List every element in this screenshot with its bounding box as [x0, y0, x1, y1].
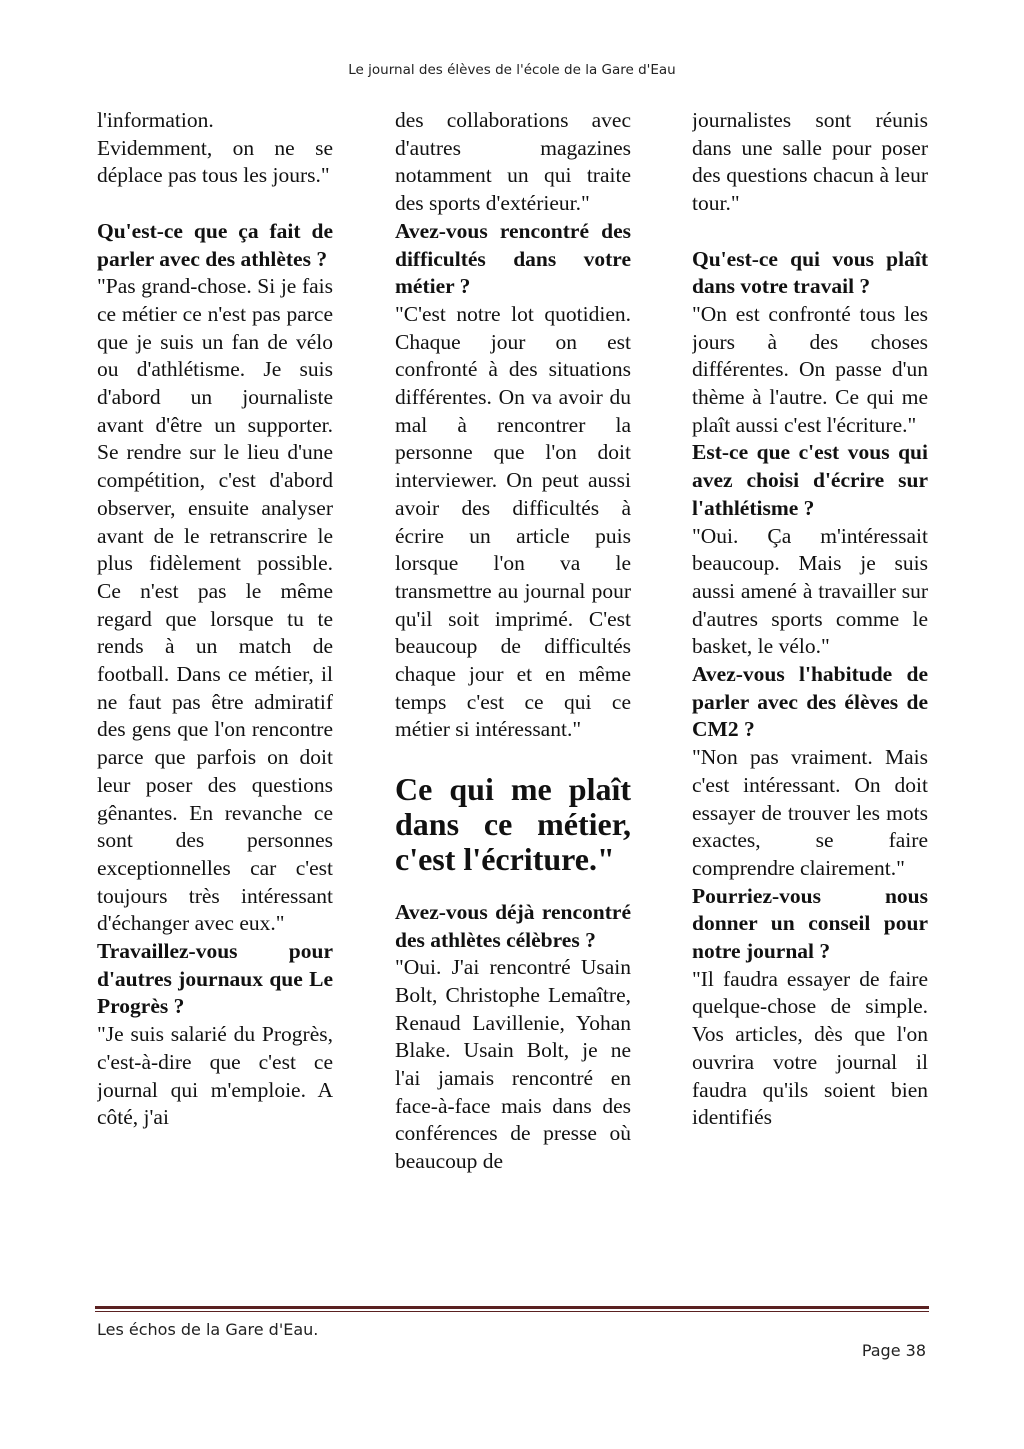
- question: Qu'est-ce que ça fait de parler avec des athlètes ?: [97, 218, 333, 271]
- answer: "Il faudra essayer de faire quelque-chose de simple. Vos articles, dès que l'on ouvrira votre journal il faudra qu'ils soient bien identifiés: [692, 966, 928, 1130]
- question: Avez-vous l'habitude de parler avec des élèves de CM2 ?: [692, 662, 928, 742]
- footer-publication-name: Les échos de la Gare d'Eau.: [97, 1320, 319, 1339]
- paragraph: l'information. Evidemment, on ne se déplace pas tous les jours.": [97, 108, 333, 188]
- answer: "C'est notre lot quotidien. Chaque jour on est confronté à des situations différentes. On va avoir du mal à rencontrer la personne que l'on doit interviewer. On peut aussi avoir des difficultés à écrire un article puis lorsque l'on va le transmettre au journal pour qu'il soit imprimé. C'est beaucoup de difficultés chaque jour et en même temps c'est ce qui ce métier si intéressant.": [395, 301, 631, 742]
- question: Travaillez-vous pour d'autres journaux que Le Progrès ?: [97, 939, 333, 1019]
- answer: "Oui. Ça m'intéressait beaucoup. Mais je suis aussi amené à travailler sur d'autres sports comme le basket, le vélo.": [692, 523, 928, 659]
- spacer: [395, 877, 631, 899]
- answer: "Je suis salarié du Progrès, c'est-à-dire que c'est ce journal qui m'emploie. A côté, j'ai: [97, 1022, 333, 1130]
- column-1: [97, 107, 333, 1297]
- paragraph: des collaborations avec d'autres magazines notamment un qui traite des sports d'extérieur.": [395, 108, 631, 216]
- question: Avez-vous rencontré des difficultés dans votre métier ?: [395, 218, 631, 299]
- footer-rule-thin: [95, 1311, 929, 1312]
- pull-quote: Ce qui me plaît dans ce métier, c'est l'écriture.": [395, 770, 631, 877]
- question: Qu'est-ce qui vous plaît dans votre travail ?: [692, 246, 928, 299]
- paragraph: journalistes sont réunis dans une salle pour poser des questions chacun à leur tour.": [692, 108, 928, 216]
- spacer: [692, 218, 928, 246]
- page-number: Page 38: [861, 1341, 926, 1360]
- running-header: Le journal des élèves de l'école de la Gare d'Eau: [348, 62, 676, 78]
- spacer: [395, 744, 631, 772]
- answer: "Pas grand-chose. Si je fais ce métier ce n'est pas parce que je suis un fan de vélo ou d'athlétisme. Je suis d'abord un journaliste avant d'être un supporter. Se rendre sur le lieu d'une compétition, c'est d'abord observer, ensuite analyser avant de le retranscrire le plus fidèlement possible. Ce n'est pas le même regard que lorsque tu te rends à un match de football. Dans ce métier, il ne faut pas être admiratif des gens que l'on rencontre parce que parfois on doit leur poser des questions gênantes. En revanche ce sont des personnes exceptionnelles car c'est toujours très intéressant d'échanger avec eux.": [97, 274, 333, 936]
- question: Avez-vous déjà rencontré des athlètes célèbres ?: [395, 899, 631, 952]
- question: Pourriez-vous nous donner un conseil pour notre journal ?: [692, 883, 928, 964]
- column-3: [692, 107, 928, 1297]
- question: Est-ce que c'est vous qui avez choisi d'écrire sur l'athlétisme ?: [692, 440, 928, 520]
- spacer: [97, 190, 333, 218]
- footer-rule-thick: [95, 1306, 929, 1309]
- column-2: [395, 107, 631, 1297]
- answer: "Oui. J'ai rencontré Usain Bolt, Christophe Lemaître, Renaud Lavillenie, Yohan Blake. Usain Bolt, je ne l'ai jamais rencontré en face-à-face mais dans des conférences de presse où beaucoup de: [395, 955, 631, 1174]
- answer: "On est confronté tous les jours à des choses différentes. On passe d'un thème à l'autre. Ce qui me plaît aussi c'est l'écriture.": [692, 301, 928, 437]
- answer: "Non pas vraiment. Mais c'est intéressant. On doit essayer de trouver les mots exactes, se faire comprendre clairement.": [692, 745, 928, 880]
